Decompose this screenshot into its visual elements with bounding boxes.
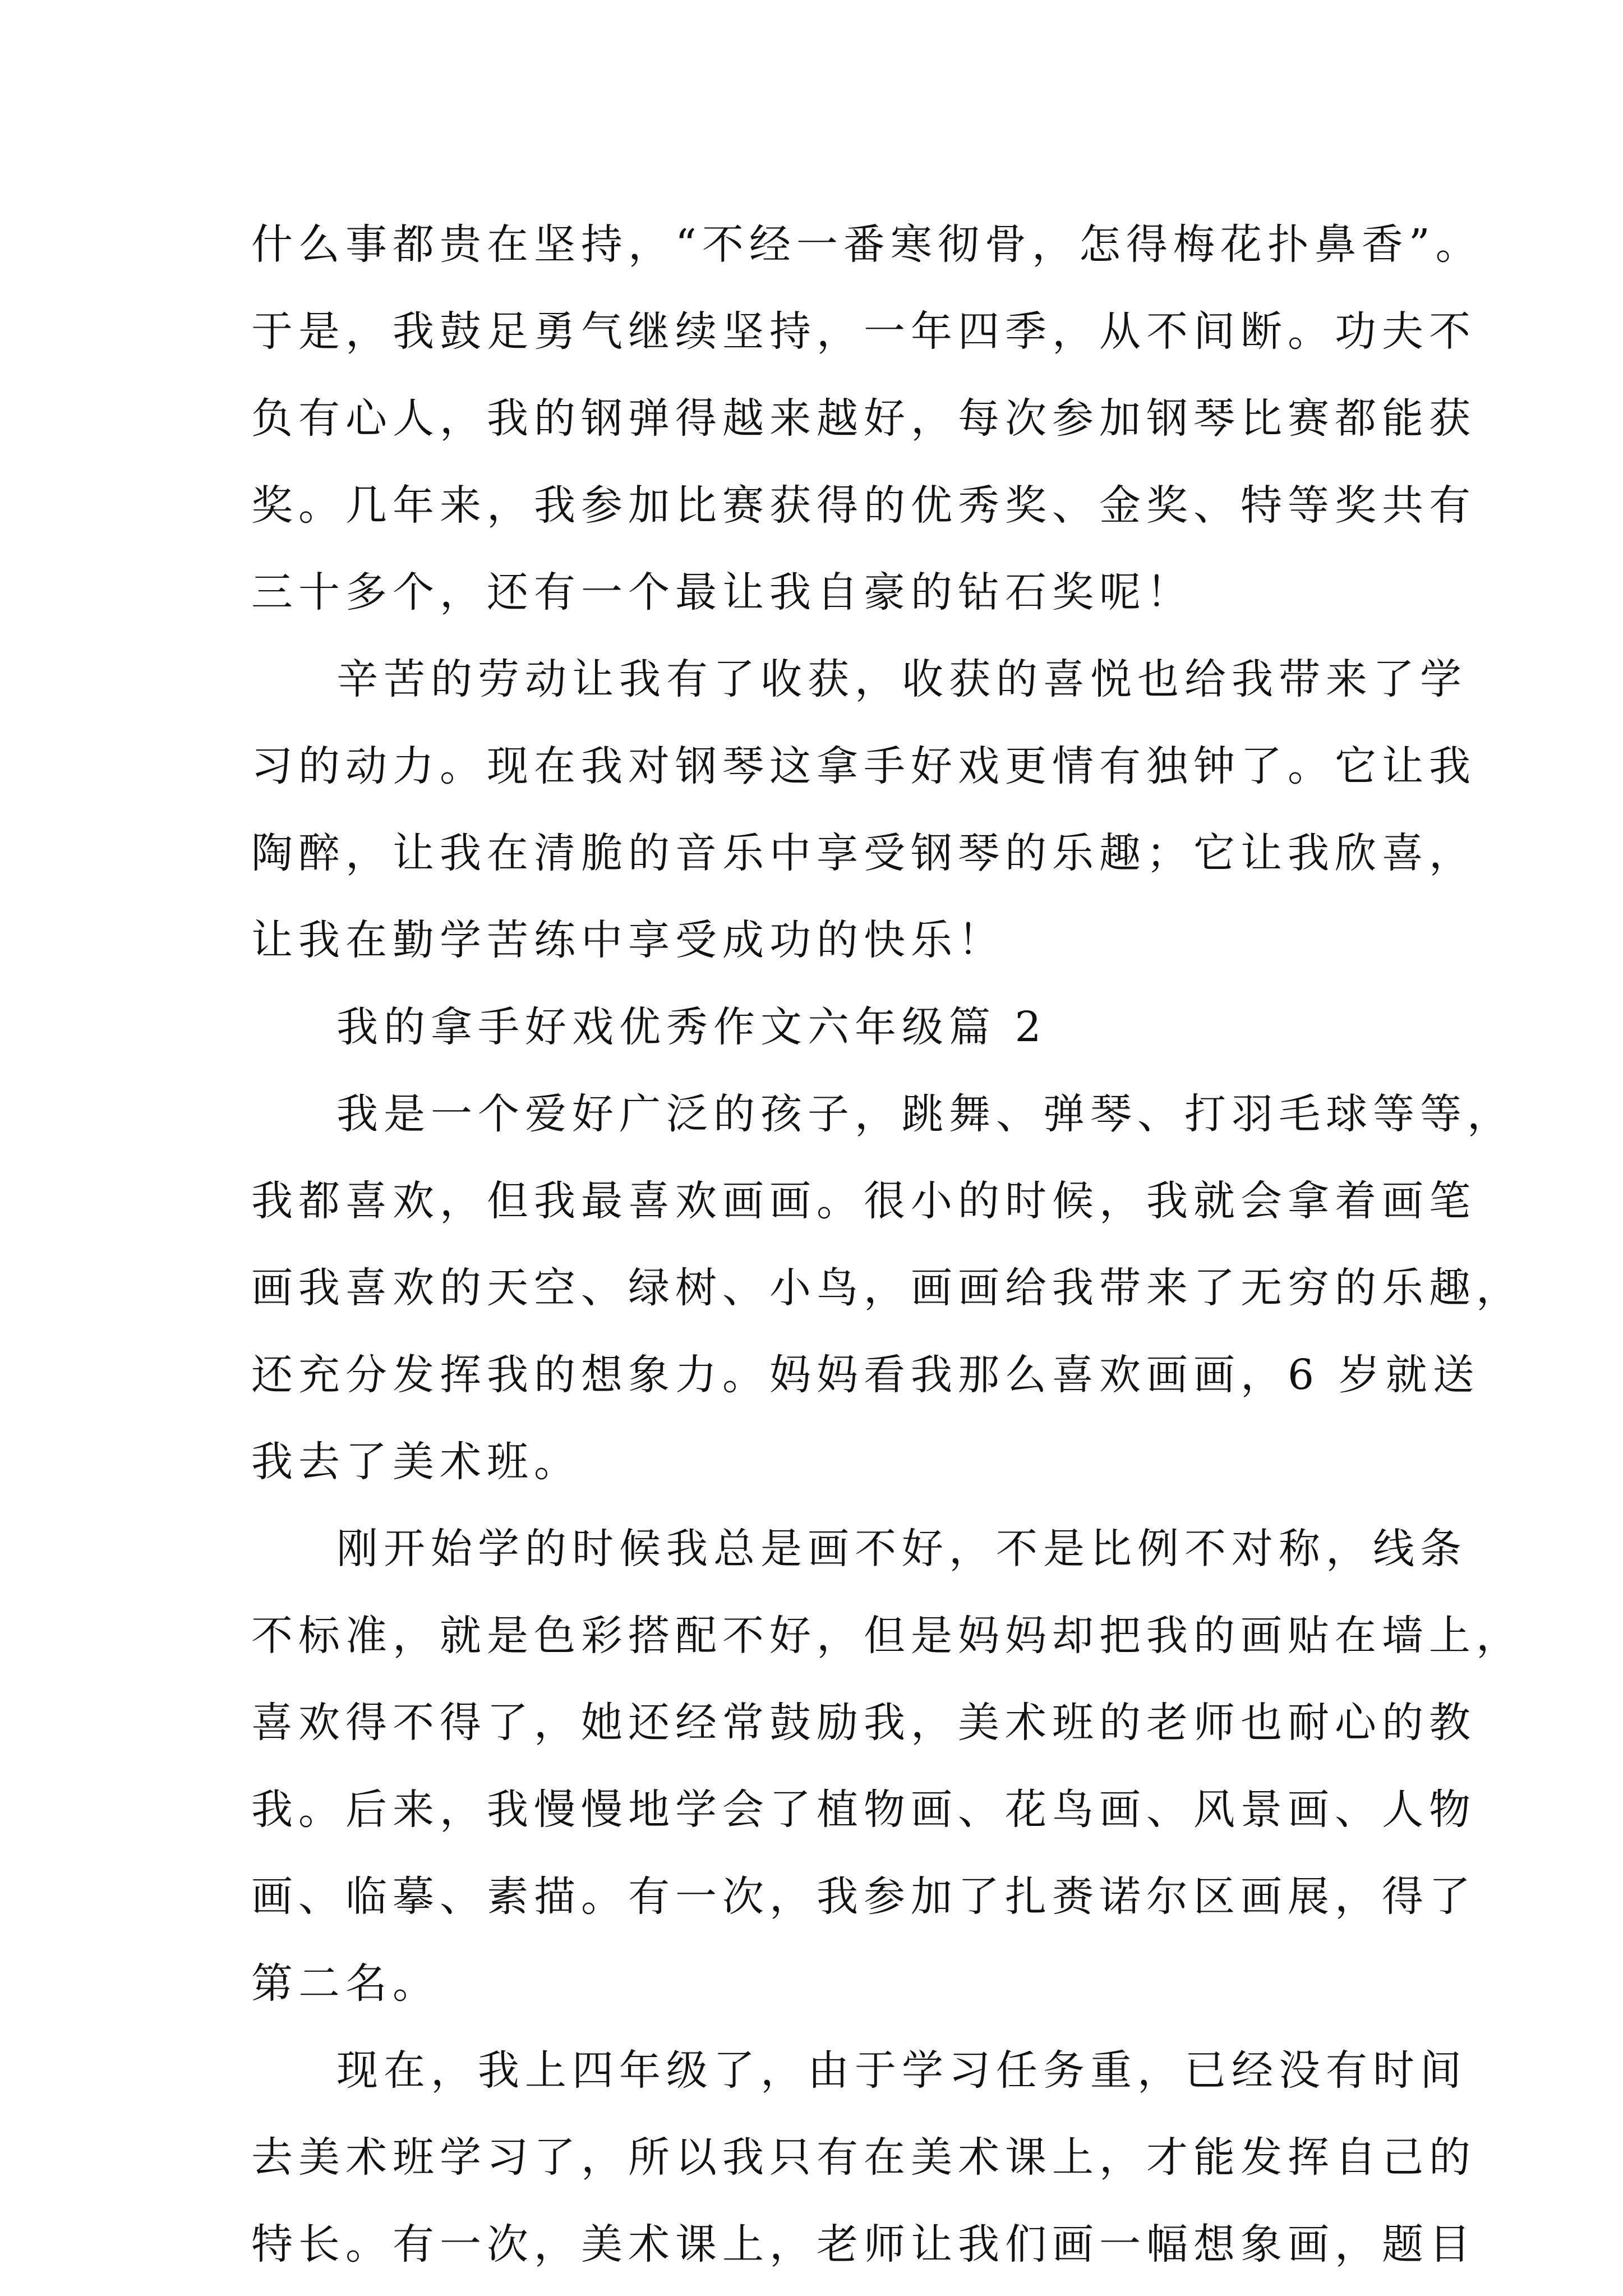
section-heading: 我的拿手好戏优秀作文六年级篇 2	[336, 1003, 1047, 1051]
text-line: 让我在勤学苦练中享受成功的快乐！	[251, 916, 1005, 964]
text-line: 我都喜欢，但我最喜欢画画。很小的时候，我就会拿着画笔	[251, 1177, 1476, 1225]
paragraph-first-line: 我是一个爱好广泛的孩子，跳舞、弹琴、打羽毛球等等，	[336, 1090, 1514, 1138]
text-line: 我去了美术班。	[251, 1438, 581, 1486]
text-line: 特长。有一次，美术课上，老师让我们画一幅想象画，题目	[251, 2220, 1476, 2269]
paragraph-first-line: 现在，我上四年级了，由于学习任务重，已经没有时间	[336, 2046, 1467, 2095]
text-line: 什么事都贵在坚持，“不经一番寒彻骨，怎得梅花扑鼻香”。	[251, 220, 1483, 269]
text-line: 去美术班学习了，所以我只有在美术课上，才能发挥自己的	[251, 2133, 1476, 2182]
text-line: 负有心人，我的钢弹得越来越好，每次参加钢琴比赛都能获	[251, 394, 1476, 443]
text-line: 喜欢得不得了，她还经常鼓励我，美术班的老师也耐心的教	[251, 1699, 1476, 1747]
text-line: 我。后来，我慢慢地学会了植物画、花鸟画、风景画、人物	[251, 1786, 1476, 1834]
text-line: 不标准，就是色彩搭配不好，但是妈妈却把我的画贴在墙上，	[251, 1612, 1523, 1660]
text-line: 奖。几年来，我参加比赛获得的优秀奖、金奖、特等奖共有	[251, 481, 1476, 530]
paragraph-first-line: 刚开始学的时候我总是画不好，不是比例不对称，线条	[336, 1525, 1467, 1573]
text-line: 第二名。	[251, 1959, 440, 2008]
text-line: 于是，我鼓足勇气继续坚持，一年四季，从不间断。功夫不	[251, 307, 1476, 356]
text-line: 还充分发挥我的想象力。妈妈看我那么喜欢画画，6 岁就送	[251, 1351, 1480, 1399]
text-line: 画、临摹、素描。有一次，我参加了扎赉诺尔区画展，得了	[251, 1872, 1476, 1921]
text-line: 陶醉，让我在清脆的音乐中享受钢琴的乐趣；它让我欣喜，	[251, 829, 1476, 877]
text-line: 三十多个，还有一个最让我自豪的钻石奖呢！	[251, 568, 1193, 616]
text-line: 画我喜欢的天空、绿树、小鸟，画画给我带来了无穷的乐趣，	[251, 1264, 1523, 1312]
paragraph-first-line: 辛苦的劳动让我有了收获，收获的喜悦也给我带来了学	[336, 655, 1467, 703]
text-line: 习的动力。现在我对钢琴这拿手好戏更情有独钟了。它让我	[251, 742, 1476, 790]
